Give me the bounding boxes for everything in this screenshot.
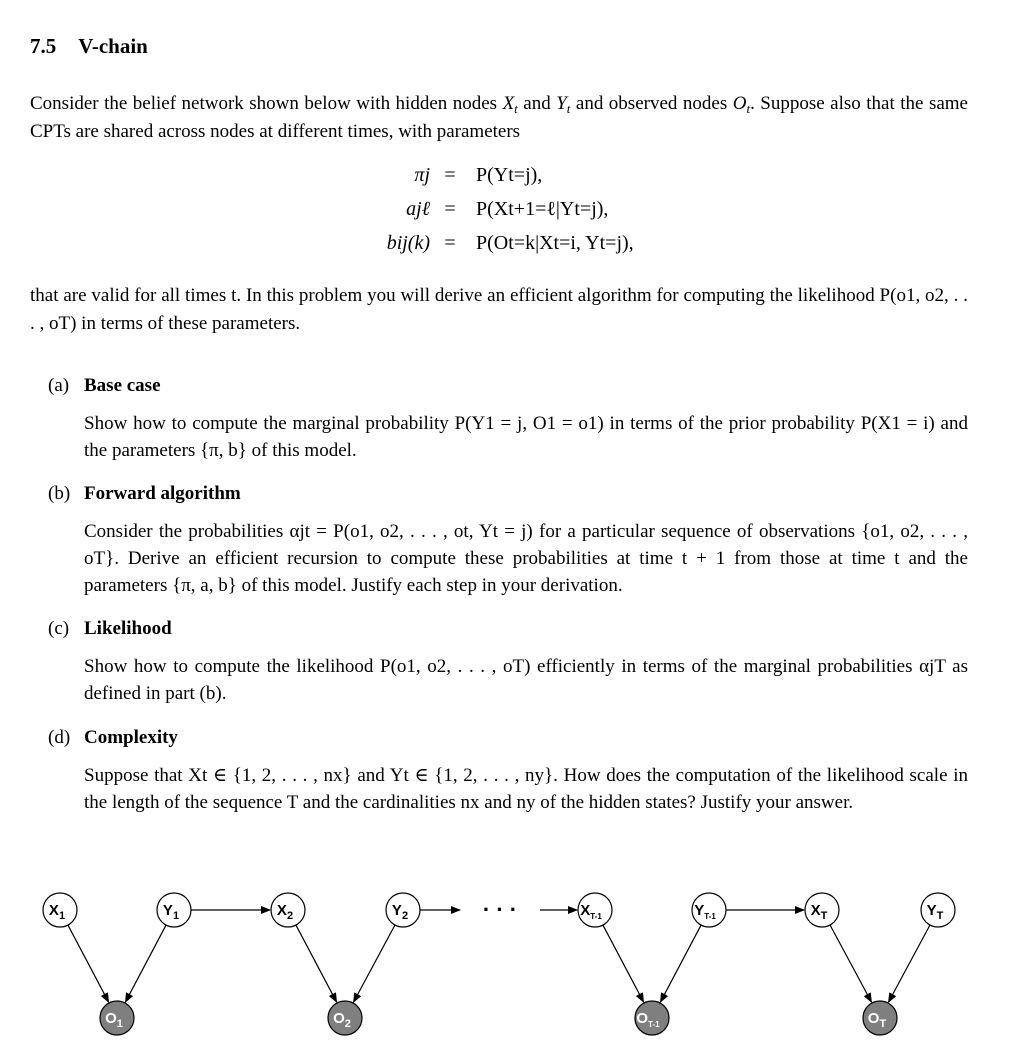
equation-lhs: πj	[414, 164, 430, 186]
hidden-node-y-label: $Y_1$	[162, 902, 180, 922]
part-title: Base case	[84, 375, 161, 396]
equation-rhs: P(Yt=j),	[476, 164, 543, 186]
equation-row	[300, 164, 760, 198]
hidden-node-y-label: $Y_2$	[391, 902, 409, 922]
part-c-heading	[48, 618, 172, 640]
edge-x-to-o	[603, 925, 644, 1002]
hidden-node-x-label: $X_1$	[48, 902, 66, 922]
equation-equals: =	[444, 198, 456, 220]
hidden-node-y	[692, 893, 726, 927]
v-chain-diagram	[0, 870, 1024, 1050]
hidden-node-x	[578, 893, 612, 927]
part-d-body: Suppose that Xt ∈ {1, 2, . . . , nx} and Yt ∈ {1, 2, . . . , ny}. How does the computation of the likelihood scale in the length of the sequence T and the cardinalities nx and ny of the hidden states? Justify your answer.	[84, 765, 968, 813]
intro-text-b: and	[517, 93, 557, 114]
sym-o: O	[732, 93, 747, 114]
edge-y-to-o	[354, 925, 395, 1002]
sym-x: X	[502, 93, 515, 114]
hidden-node-x	[271, 893, 305, 927]
edge-x-to-o	[830, 925, 871, 1002]
intro-text-c: and observed nodes	[570, 93, 733, 114]
hidden-node-x-label: $X_2$	[276, 902, 294, 922]
part-title: Complexity	[84, 727, 178, 748]
after-equation-paragraph: that are valid for all times t. In this problem you will derive an efficient algorithm for computing the likelihood P(o1, o2, . . . , oT) in terms of these parameters.	[30, 285, 968, 334]
part-c-body: Show how to compute the likelihood P(o1, o2, . . . , oT) efficiently in terms of the marginal probabilities αjT as defined in part (b).	[84, 656, 968, 704]
equation-lhs: ajℓ	[406, 198, 430, 220]
observed-node-o	[328, 1001, 362, 1035]
part-b-heading	[48, 483, 241, 505]
ellipsis: · · ·	[482, 897, 518, 922]
hidden-node-x-label: $X_T$	[810, 902, 828, 922]
hidden-node-y-label: $Y_{T-1}$	[694, 902, 716, 921]
hidden-node-y-label: $Y_T$	[926, 902, 944, 922]
part-title: Likelihood	[84, 618, 172, 639]
part-label: (b)	[48, 483, 71, 504]
sub-t-3: t	[746, 101, 751, 116]
part-title: Forward algorithm	[84, 483, 241, 504]
part-b-body: Consider the probabilities αjt = P(o1, o2, . . . , ot, Yt = j) for a particular sequence of observations {o1, o2, . . . , oT}. Derive an efficient recursion to compute these probabilities at time t + 1 from those at time t and the parameters {π, a, b} of this model. Justify each step in your derivation.	[84, 521, 968, 596]
section-title: V-chain	[78, 34, 148, 58]
hidden-node-x-label: $X_{T-1}$	[580, 902, 602, 921]
hidden-node-x	[43, 893, 77, 927]
intro-text-a: Consider the belief network shown below with hidden nodes	[30, 93, 503, 114]
part-label: (d)	[48, 727, 71, 748]
equation-row	[300, 232, 760, 266]
edge-y-to-o	[660, 925, 701, 1002]
section-heading	[30, 34, 148, 59]
part-d-heading	[48, 727, 178, 749]
equation-rhs: P(Ot=k|Xt=i, Yt=j),	[476, 232, 634, 254]
part-a-body: Show how to compute the marginal probability P(Y1 = j, O1 = o1) in terms of the prior probability P(X1 = i) and the parameters {π, b} of this model.	[84, 413, 968, 461]
part-a-heading	[48, 375, 161, 397]
hidden-node-y	[386, 893, 420, 927]
intro-paragraph	[30, 90, 968, 146]
sub-t-1: t	[514, 101, 518, 116]
edge-y-to-o	[889, 925, 930, 1002]
equation-lhs: bij(k)	[386, 232, 430, 254]
edge-y-to-o	[125, 925, 166, 1002]
observed-node-o-label: $O_{T-1}$	[636, 1010, 660, 1029]
part-label: (c)	[48, 618, 70, 639]
equation-block	[300, 164, 760, 266]
hidden-node-x	[805, 893, 839, 927]
part-label: (a)	[48, 375, 70, 396]
observed-node-o	[100, 1001, 134, 1035]
intro-text-d: . Suppose also that the same CPTs are shared across nodes at different times, with parameters	[30, 93, 968, 142]
equation-equals: =	[444, 232, 456, 254]
section-number: 7.5	[30, 34, 57, 58]
observed-node-o	[635, 1001, 669, 1035]
equation-row	[300, 198, 760, 232]
observed-node-o-label: $O_1$	[105, 1010, 123, 1030]
equation-equals: =	[444, 164, 456, 186]
hidden-node-y	[921, 893, 955, 927]
sub-t-2: t	[566, 101, 571, 116]
edge-x-to-o	[296, 925, 337, 1002]
hidden-node-y	[157, 893, 191, 927]
observed-node-o-label: $O_2$	[333, 1010, 351, 1030]
equation-rhs: P(Xt+1=ℓ|Yt=j),	[476, 198, 609, 220]
sym-y: Y	[556, 93, 567, 114]
edge-x-to-o	[68, 925, 109, 1002]
observed-node-o	[863, 1001, 897, 1035]
observed-node-o-label: $O_T$	[867, 1010, 887, 1030]
